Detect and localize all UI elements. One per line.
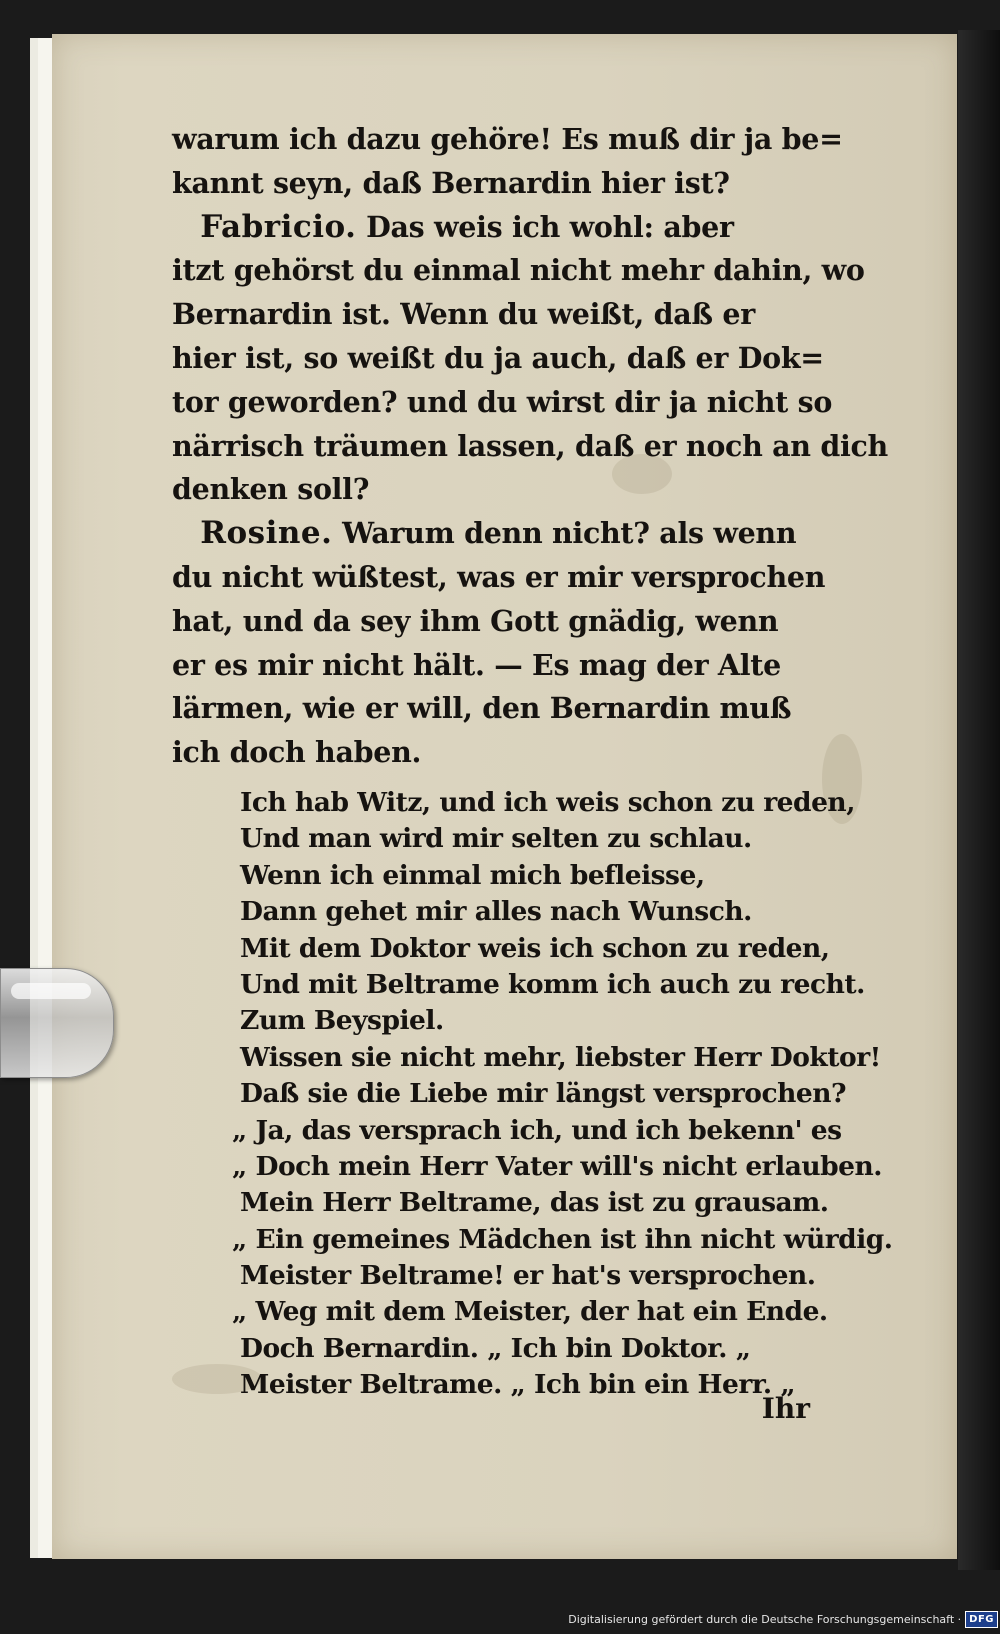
speaker-name: Rosine. [200, 515, 333, 552]
verse-line: Wenn ich einmal mich befleisse, [240, 859, 705, 891]
digitization-footer [568, 1608, 998, 1630]
prose-line: er es mir nicht hält. — Es mag der Alte [172, 647, 781, 682]
verse-line: „ Doch mein Herr Vater will's nicht erlauben. [232, 1150, 883, 1182]
book-binding [958, 30, 1000, 1570]
verse-line: Und mit Beltrame komm ich auch zu recht. [240, 968, 865, 1000]
verse-line: „ Ein gemeines Mädchen ist ihn nicht würdig. [232, 1223, 893, 1255]
speaker-name: Fabricio. [200, 208, 357, 245]
verse-line: Doch Bernardin. „ Ich bin Doktor. „ [240, 1332, 751, 1364]
prose-line: lärmen, wie er will, den Bernardin muß [172, 691, 792, 726]
prose-line: itzt gehörst du einmal nicht mehr dahin, wo [172, 253, 865, 288]
prose-line: Bernardin ist. Wenn du weißt, daß er [172, 297, 755, 332]
dfg-logo-icon: DFG [965, 1611, 998, 1628]
verse-line: Meister Beltrame. „ Ich bin ein Herr. „ [240, 1369, 796, 1401]
prose-line: närrisch träumen lassen, daß er noch an dich [172, 428, 888, 463]
page-clip [0, 968, 114, 1078]
verse-line: Und man wird mir selten zu schlau. [240, 823, 752, 855]
prose-line [172, 512, 862, 556]
prose-line [172, 206, 862, 250]
verse-line: Zum Beyspiel. [240, 1005, 444, 1037]
verse-line: Daß sie die Liebe mir längst versprochen? [240, 1078, 847, 1110]
verse-line: Wissen sie nicht mehr, liebster Herr Doktor! [240, 1041, 881, 1073]
prose-line: du nicht wüßtest, was er mir versprochen [172, 559, 826, 594]
prose-line-text: Das weis ich wohl: aber [366, 209, 734, 244]
catchword: Ihr [761, 1392, 810, 1425]
verse-line: Mein Herr Beltrame, das ist zu grausam. [240, 1187, 829, 1219]
verse-line: Ich hab Witz, und ich weis schon zu reden, [240, 787, 855, 818]
verse-aria [232, 785, 893, 1404]
prose-line-text: Warum denn nicht? als wenn [342, 516, 797, 551]
prose-line: warum ich dazu gehöre! Es muß dir ja be= [172, 122, 843, 156]
verse-line: „ Ja, das versprach ich, und ich bekenn' es [232, 1114, 842, 1146]
verse-line: Mit dem Doktor weis ich schon zu reden, [240, 932, 830, 964]
prose-line: ich doch haben. [172, 735, 422, 770]
prose-line: tor geworden? und du wirst dir ja nicht so [172, 384, 833, 419]
prose-dialogue [172, 118, 888, 775]
verse-line: „ Weg mit dem Meister, der hat ein Ende. [232, 1296, 828, 1328]
funding-credit: Digitalisierung gefördert durch die Deutsche Forschungsgemeinschaft · [568, 1612, 962, 1626]
prose-line: denken soll? [172, 472, 370, 507]
clip-highlight [11, 983, 91, 999]
verse-line: Meister Beltrame! er hat's versprochen. [240, 1260, 816, 1292]
prose-line: kannt seyn, daß Bernardin hier ist? [172, 165, 730, 200]
prose-line: hier ist, so weißt du ja auch, daß er Dok= [172, 340, 824, 375]
prose-line: hat, und da sey ihm Gott gnädig, wenn [172, 603, 779, 638]
verse-line: Dann gehet mir alles nach Wunsch. [240, 896, 752, 928]
